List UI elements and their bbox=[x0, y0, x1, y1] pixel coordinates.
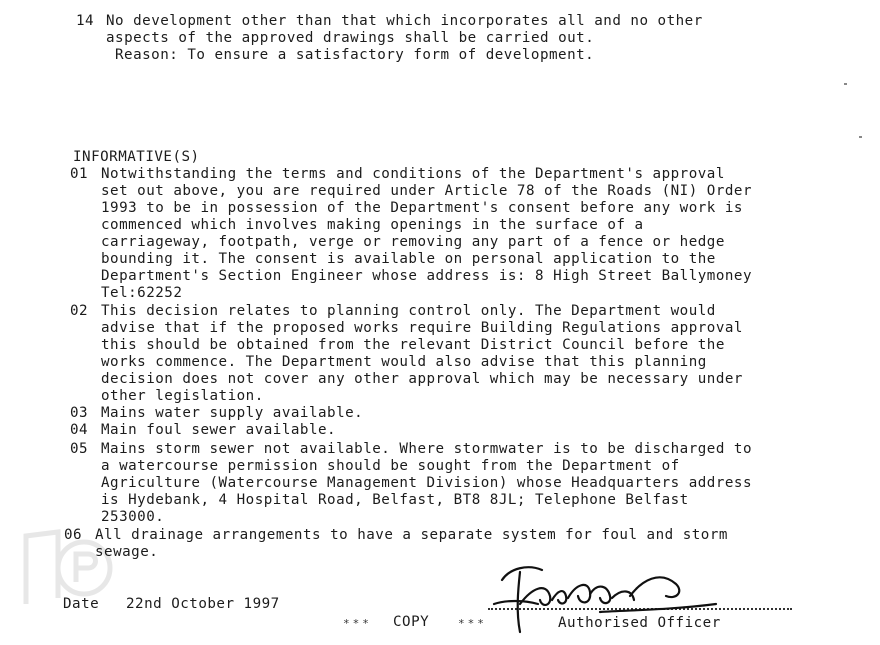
informative-line: All drainage arrangements to have a separate system for foul and storm bbox=[95, 527, 728, 543]
informative-line: a watercourse permission should be sought from the Department of bbox=[101, 458, 680, 474]
handwritten-signature-icon bbox=[480, 560, 720, 638]
informative-line: works commence. The Department would also advise that this planning bbox=[101, 354, 707, 370]
informative-line: Agriculture (Watercourse Management Division) whose Headquarters address bbox=[101, 475, 752, 491]
informative-number: 01 bbox=[70, 166, 89, 182]
informative-number: 03 bbox=[70, 405, 89, 421]
informative-line: 1993 to be in possession of the Department's consent before any work is bbox=[101, 200, 743, 216]
condition-number: 14 bbox=[76, 13, 95, 29]
copy-label: COPY bbox=[393, 614, 430, 630]
informative-line: Mains storm sewer not available. Where stormwater is to be discharged to bbox=[101, 441, 752, 457]
informative-number: 05 bbox=[70, 441, 89, 457]
informative-number: 04 bbox=[70, 422, 89, 438]
informative-line: This decision relates to planning control only. The Department would bbox=[101, 303, 716, 319]
informative-line: advise that if the proposed works require Building Regulations approval bbox=[101, 320, 743, 336]
condition-line: No development other than that which incorporates all and no other bbox=[106, 13, 703, 29]
watermark-logo-icon bbox=[18, 528, 128, 608]
scan-mark bbox=[844, 83, 847, 85]
informative-line: Department's Section Engineer whose address is: 8 High Street Ballymoney bbox=[101, 268, 752, 284]
copy-stars-left: *** bbox=[343, 617, 372, 630]
informative-line: Notwithstanding the terms and conditions of the Department's approval bbox=[101, 166, 725, 182]
informative-line: sewage. bbox=[95, 544, 159, 560]
informative-line: commenced which involves making openings in the surface of a bbox=[101, 217, 644, 233]
scan-mark bbox=[859, 136, 862, 138]
informative-line: is Hydebank, 4 Hospital Road, Belfast, BT8 8JL; Telephone Belfast bbox=[101, 492, 689, 508]
date-label: Date bbox=[63, 596, 100, 612]
informative-number: 06 bbox=[64, 527, 83, 543]
condition-line: aspects of the approved drawings shall be carried out. bbox=[106, 30, 595, 46]
informative-line: Tel:62252 bbox=[101, 285, 183, 301]
copy-stars-right: *** bbox=[458, 617, 487, 630]
informative-line: Main foul sewer available. bbox=[101, 422, 337, 438]
condition-reason: Reason: To ensure a satisfactory form of development. bbox=[115, 47, 595, 63]
informative-line: other legislation. bbox=[101, 388, 264, 404]
informatives-heading: INFORMATIVE(S) bbox=[73, 149, 200, 165]
informative-number: 02 bbox=[70, 303, 89, 319]
informative-line: this should be obtained from the relevant District Council before the bbox=[101, 337, 725, 353]
date-value: 22nd October 1997 bbox=[126, 596, 280, 612]
informative-line: 253000. bbox=[101, 509, 165, 525]
informative-line: bounding it. The consent is available on personal application to the bbox=[101, 251, 716, 267]
signatory-label: Authorised Officer bbox=[558, 615, 721, 631]
informative-line: set out above, you are required under Article 78 of the Roads (NI) Order bbox=[101, 183, 752, 199]
informative-line: decision does not cover any other approval which may be necessary under bbox=[101, 371, 743, 387]
informative-line: Mains water supply available. bbox=[101, 405, 364, 421]
informative-line: carriageway, footpath, verge or removing any part of a fence or hedge bbox=[101, 234, 725, 250]
